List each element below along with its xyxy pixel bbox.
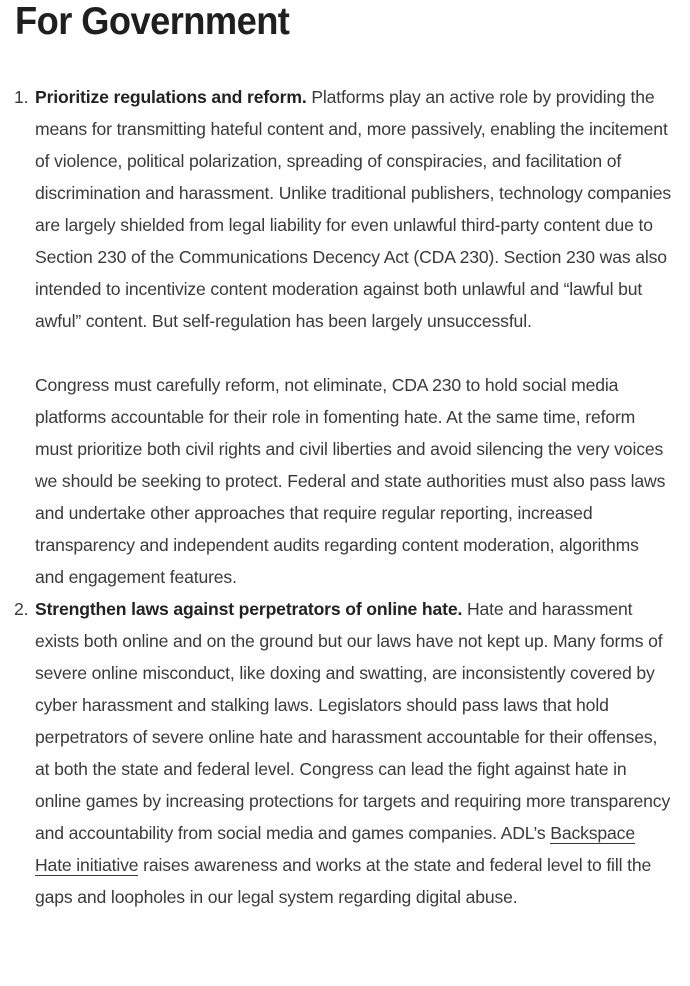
list-item-body: Platforms play an active role by providing the means for transmitting hateful content and, more passively, enabling the incitement of violence, political polarization, spreading of conspiracies, and facilitation of discrimination and harassment. Unlike traditional publishers, technology companies are largely shielded from legal liability for even unlawful third-party content due to Section 230 of the Communications Decency Act (CDA 230). Section 230 was also intended to incentivize content moderation against both unlawful and “lawful but awful” content. But self-regulation has been largely unsuccessful. bbox=[35, 87, 672, 331]
backspace-hate-link[interactable]: Backspace Hate initiative bbox=[35, 823, 635, 875]
list-item-body: Congress must carefully reform, not eliminate, CDA 230 to hold social media platforms accountable for their role in fomenting hate. At the same time, reform must prioritize both civil rights and civil liberties and avoid silencing the very voices we should be seeking to protect. Federal and state authorities must also pass laws and undertake other approaches that require regular reporting, increased transparency and independent audits regarding content moderation, algorithms and engagement features. bbox=[35, 375, 666, 587]
list-item-lead: Prioritize regulations and reform. bbox=[35, 87, 307, 107]
list-item bbox=[0, 593, 690, 913]
list-item-number: 1. bbox=[14, 87, 29, 107]
list-item-paragraph bbox=[35, 593, 672, 913]
list-item-body: raises awareness and works at the state and federal level to fill the gaps and loopholes in our legal system regarding digital abuse. bbox=[35, 855, 652, 907]
section-heading: For Government bbox=[15, 0, 290, 43]
list-item-lead: Strengthen laws against perpetrators of online hate. bbox=[35, 599, 463, 619]
list-item-paragraph bbox=[35, 369, 672, 593]
recommendation-list bbox=[0, 81, 690, 913]
list-item-paragraph bbox=[35, 81, 672, 337]
list-item-number: 2. bbox=[14, 599, 29, 619]
list-item bbox=[0, 81, 690, 593]
list-item-body: Hate and harassment exists both online and on the ground but our laws have not kept up. Many forms of severe online misconduct, like doxing and swatting, are inconsistently covered by cyber harassment and stalking laws. Legislators should pass laws that hold perpetrators of severe online hate and harassment accountable for their offenses, at both the state and federal level. Congress can lead the fight against hate in online games by increasing protections for targets and requiring more transparency and accountability from social media and games companies. ADL’s bbox=[35, 599, 671, 843]
